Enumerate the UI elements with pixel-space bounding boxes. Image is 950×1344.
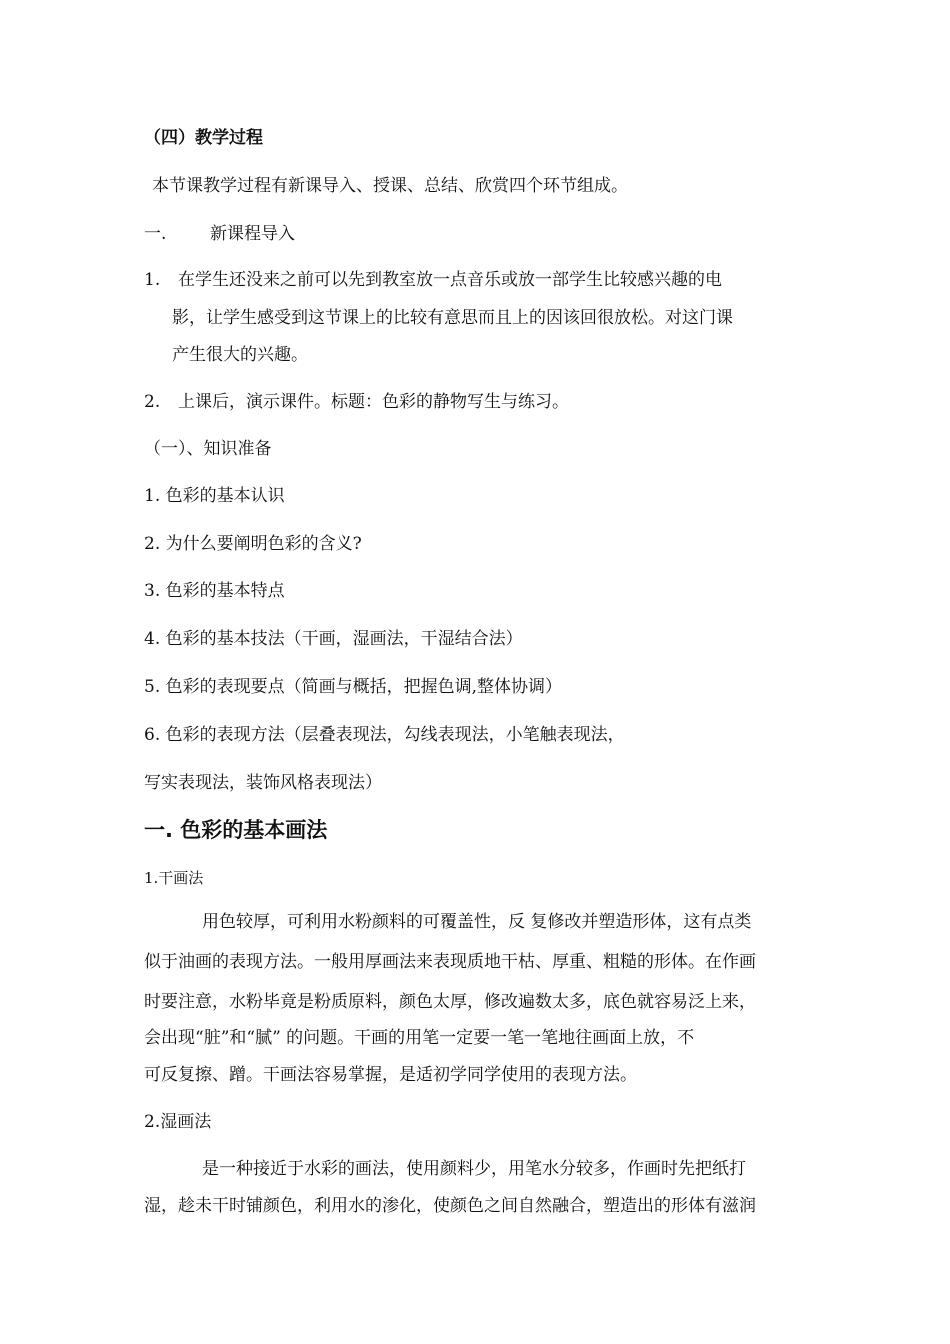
knowledge-heading: （一）、知识准备 <box>144 439 272 459</box>
part-one-title: 新课程导入 <box>210 224 295 244</box>
dry-method-line-3: 时要注意，水粉毕竟是粉质原料，颜色太厚，修改遍数太多，底色就容易泛上来， <box>144 992 756 1012</box>
dry-method-line-5: 可反复擦、蹭。干画法容易掌握，是适初学同学使用的表现方法。 <box>144 1065 637 1085</box>
dry-method-title: 1.干画法 <box>144 869 204 887</box>
step-2-text: 上课后，演示课件。标题：色彩的静物写生与练习。 <box>178 392 569 412</box>
intro-paragraph: 本节课教学过程有新课导入、授课、总结、欣赏四个环节组成。 <box>152 176 628 196</box>
step-1-line-2: 影，让学生感受到这节课上的比较有意思而且上的因该回很放松。对这门课 <box>172 308 733 328</box>
step-2-line <box>144 390 569 414</box>
part-one-heading <box>144 222 295 246</box>
knowledge-item: 6. 色彩的表现方法（层叠表现法，勾线表现法，小笔触表现法， <box>144 725 625 745</box>
step-1-marker: 1. <box>144 270 161 290</box>
part-one-marker: 一. <box>144 224 167 244</box>
wet-method-line-1: 是一种接近于水彩的画法，使用颜料少，用笔水分较多，作画时先把纸打 <box>202 1159 746 1179</box>
dry-method-line-1: 用色较厚，可利用水粉颜料的可覆盖性，反 复修改并塑造形体，这有点类 <box>202 912 752 932</box>
knowledge-item: 3. 色彩的基本特点 <box>144 581 285 601</box>
knowledge-item: 5. 色彩的表现要点（简画与概括，把握色调,整体协调） <box>144 677 563 697</box>
knowledge-item: 写实表现法，装饰风格表现法） <box>144 773 382 793</box>
knowledge-item: 1. 色彩的基本认识 <box>144 486 285 506</box>
step-1-line-1 <box>144 268 722 292</box>
step-1-line-3: 产生很大的兴趣。 <box>172 345 308 365</box>
basic-methods-heading: 一. 色彩的基本画法 <box>144 818 328 842</box>
knowledge-item: 2. 为什么要阐明色彩的含义? <box>144 534 362 554</box>
step-1-text: 在学生还没来之前可以先到教室放一点音乐或放一部学生比较感兴趣的电 <box>178 270 722 290</box>
step-2-marker: 2. <box>144 392 161 412</box>
section-heading: （四）教学过程 <box>144 128 263 148</box>
wet-method-title: 2.湿画法 <box>144 1112 212 1132</box>
wet-method-line-2: 湿，趁未干时铺颜色，利用水的渗化，使颜色之间自然融合，塑造出的形体有滋润 <box>144 1196 756 1216</box>
dry-method-line-4: 会出现“脏”和“腻” 的问题。干画的用笔一定要一笔一笔地往画面上放，不 <box>144 1028 695 1048</box>
dry-method-line-2: 似于油画的表现方法。一般用厚画法来表现质地干枯、厚重、粗糙的形体。在作画 <box>144 952 756 972</box>
knowledge-item: 4. 色彩的基本技法（干画，湿画法，干湿结合法） <box>144 629 523 649</box>
